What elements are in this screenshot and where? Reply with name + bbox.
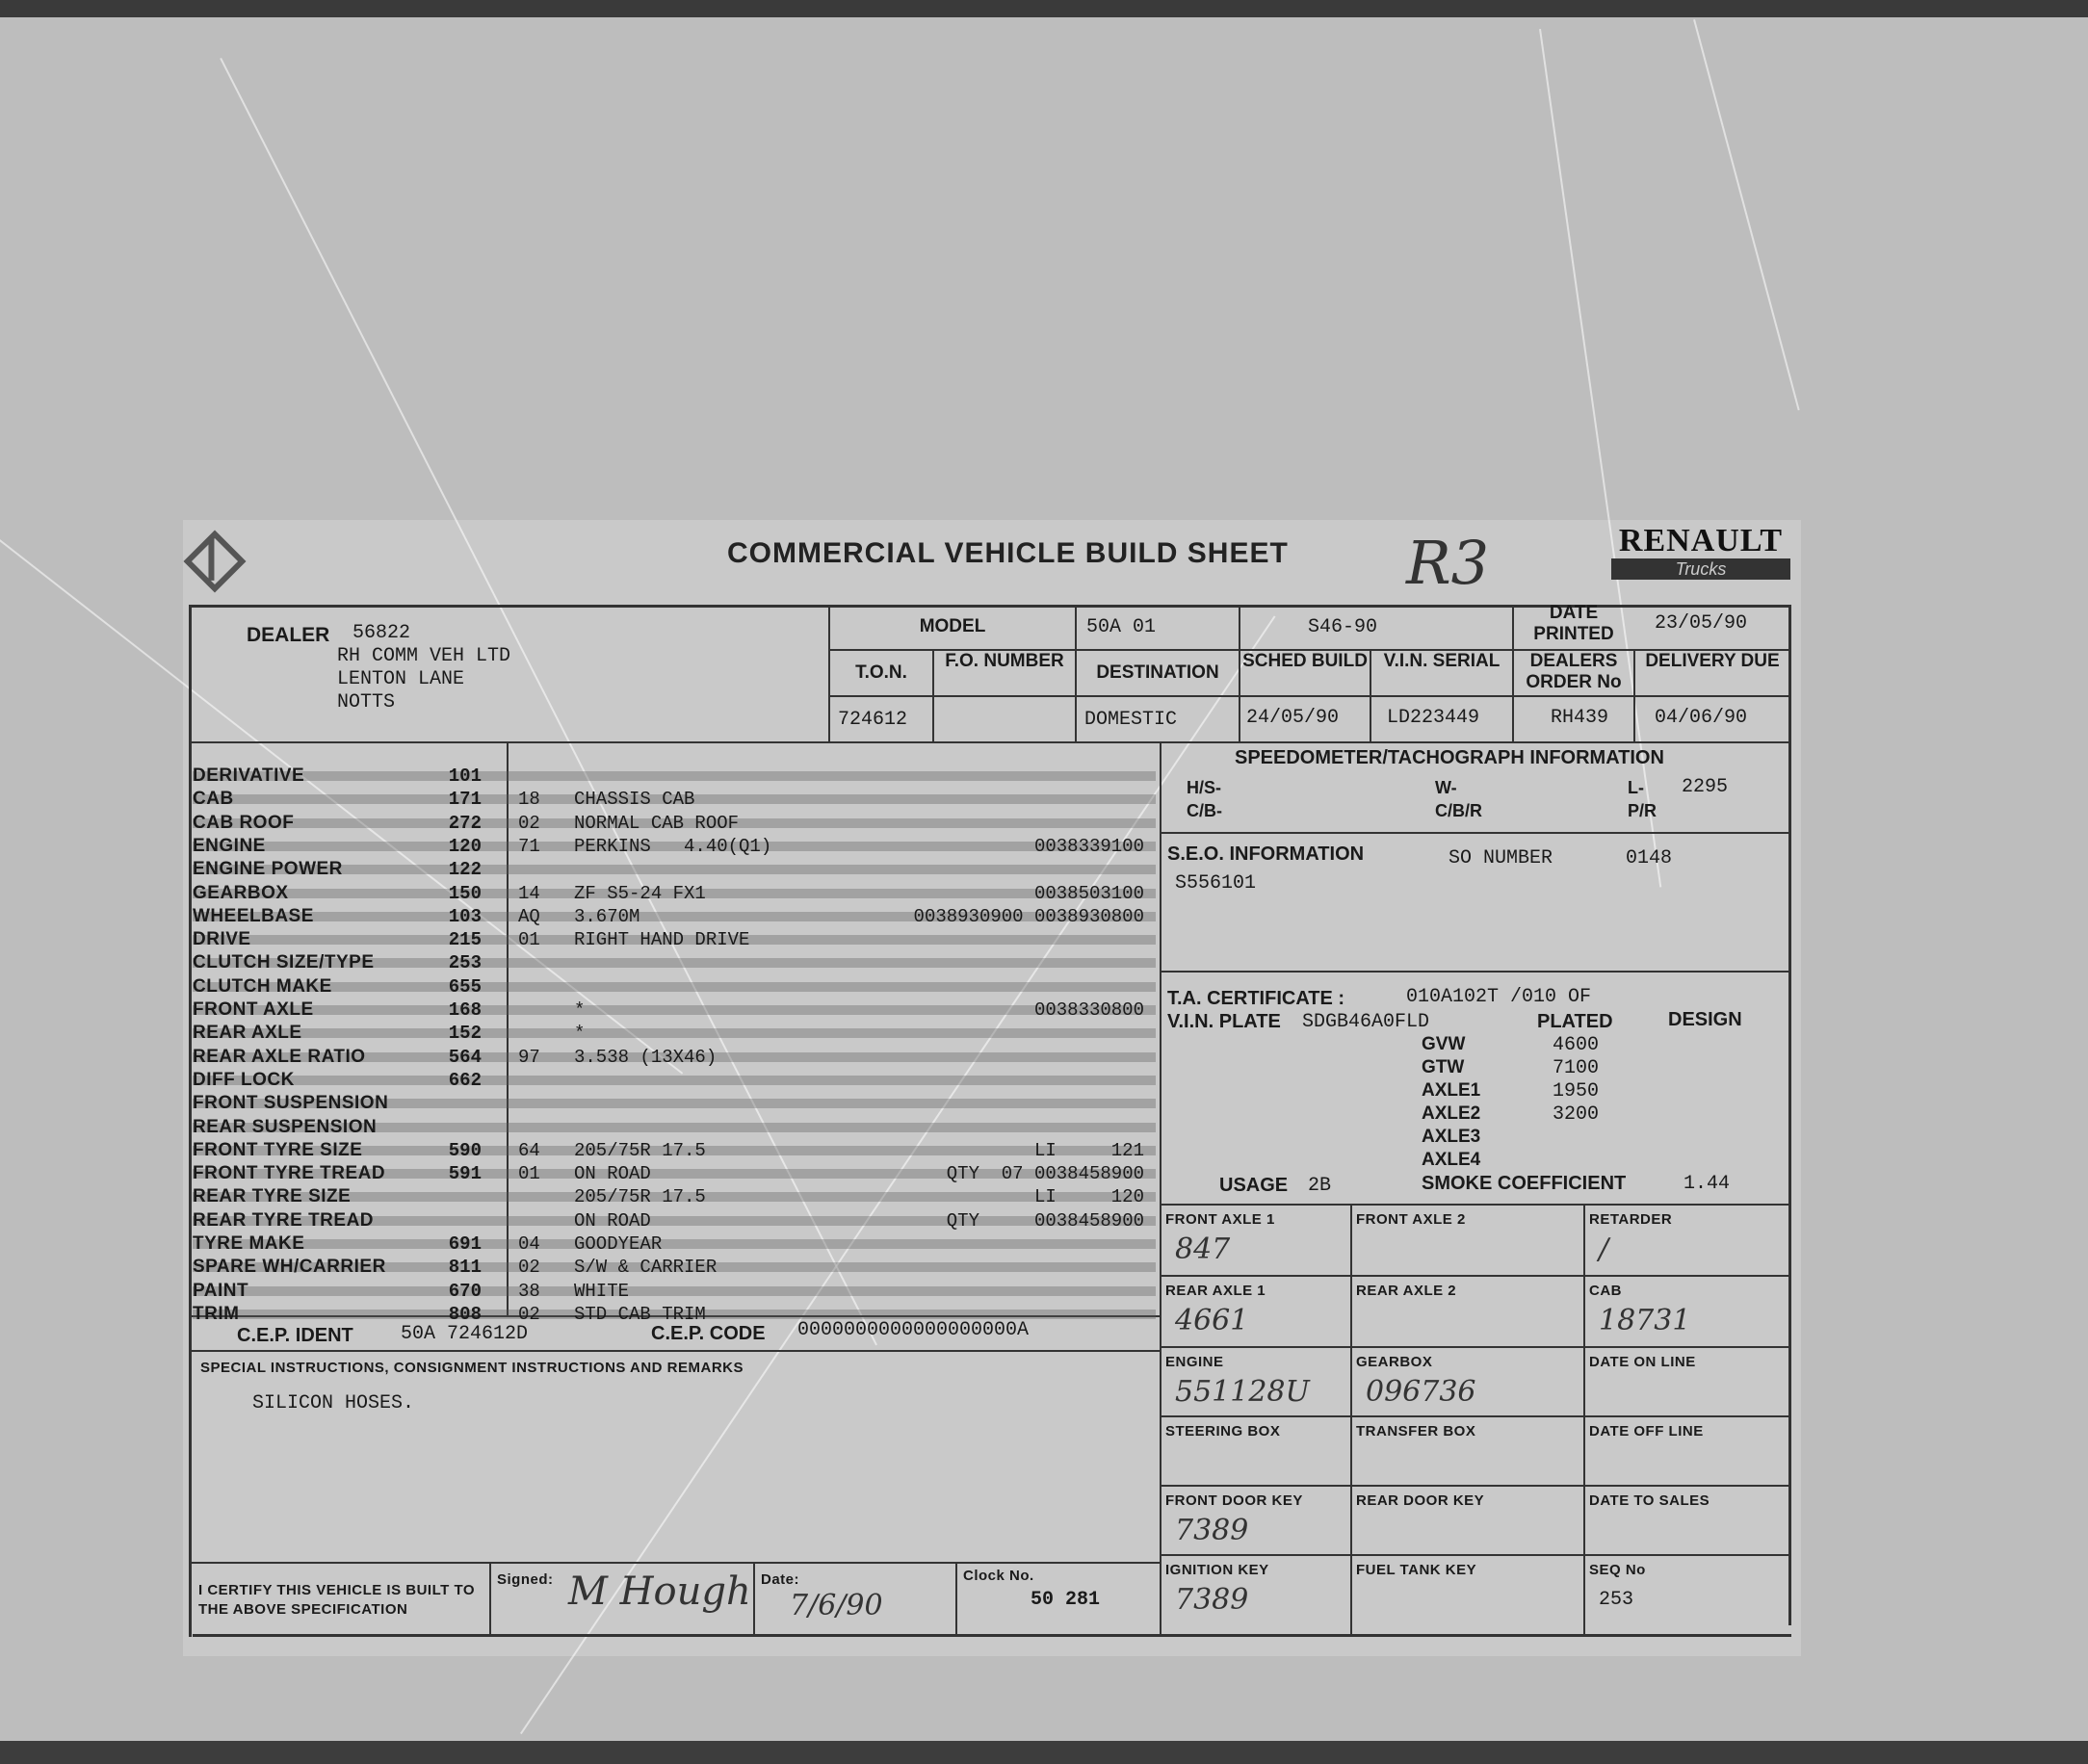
- box-label: DATE ON LINE: [1589, 1354, 1696, 1370]
- row-stripe: [193, 1286, 1156, 1296]
- grid-line: [1788, 605, 1791, 1625]
- option-part-number: LI 120: [1033, 1186, 1144, 1208]
- option-label: REAR AXLE: [193, 1023, 302, 1044]
- box-label: STEERING BOX: [1165, 1423, 1281, 1440]
- option-label: ENGINE POWER: [193, 859, 343, 880]
- vin-plate-label: V.I.N. PLATE: [1167, 1011, 1281, 1032]
- speedo-hs-label: H/S-: [1187, 778, 1221, 797]
- speedo-l-label: L-: [1628, 778, 1644, 797]
- option-code: 655: [448, 975, 482, 998]
- option-part-number: 0038330800: [1033, 999, 1144, 1021]
- option-description: ON ROAD: [574, 1163, 651, 1185]
- brand-logo: [1611, 524, 1790, 584]
- signed-label: Signed:: [497, 1571, 554, 1588]
- option-label: SPARE WH/CARRIER: [193, 1257, 386, 1278]
- option-sub-code: 14: [518, 882, 540, 904]
- top-border: [0, 0, 2088, 17]
- box-label: DATE OFF LINE: [1589, 1423, 1704, 1440]
- dealers-order-value: RH439: [1551, 707, 1609, 729]
- grid-line: [189, 1562, 1161, 1564]
- dealers-order-label: DEALERS ORDER No: [1526, 651, 1622, 692]
- grid-line: [1161, 1346, 1791, 1348]
- option-description: RIGHT HAND DRIVE: [574, 929, 750, 951]
- option-label: FRONT SUSPENSION: [193, 1093, 389, 1114]
- ta-weight-label: AXLE3: [1422, 1127, 1481, 1147]
- box-label: FUEL TANK KEY: [1356, 1562, 1477, 1578]
- option-code: 120: [448, 835, 482, 857]
- option-part-number: LI 121: [1033, 1139, 1144, 1161]
- option-code: 103: [448, 905, 482, 927]
- date-printed-label: DATE PRINTED: [1533, 603, 1614, 644]
- option-label: PAINT: [193, 1280, 249, 1301]
- grid-line: [1583, 1204, 1585, 1637]
- cep-code-value: 0000000000000000000A: [797, 1319, 1030, 1341]
- row-stripe: [193, 1028, 1156, 1038]
- box-label: TRANSFER BOX: [1356, 1423, 1476, 1440]
- usage-value: 2B: [1308, 1175, 1332, 1197]
- brand-name: RENAULT: [1618, 523, 1784, 558]
- box-value: 4661: [1175, 1304, 1249, 1337]
- date-label: Date:: [761, 1571, 800, 1588]
- box-label: GEARBOX: [1356, 1354, 1433, 1370]
- smoke-coefficient-label: SMOKE COEFFICIENT: [1422, 1173, 1627, 1194]
- grid-line: [828, 695, 1791, 697]
- speedo-cb-label: C/B-: [1187, 801, 1222, 820]
- grid-line: [955, 1562, 957, 1637]
- cep-code-label: C.E.P. CODE: [651, 1323, 766, 1344]
- so-number-label: SO NUMBER: [1449, 847, 1553, 869]
- option-code: 591: [448, 1163, 482, 1185]
- option-label: FRONT AXLE: [193, 999, 314, 1020]
- box-label: FRONT DOOR KEY: [1165, 1492, 1303, 1509]
- row-stripe: [193, 1076, 1156, 1085]
- option-code: 564: [448, 1046, 482, 1068]
- seo-value: S556101: [1175, 872, 1257, 895]
- box-value: /: [1599, 1232, 1609, 1266]
- speedo-title: SPEEDOMETER/TACHOGRAPH INFORMATION: [1235, 747, 1664, 768]
- box-value: 847: [1175, 1232, 1231, 1266]
- option-label: CLUTCH SIZE/TYPE: [193, 952, 375, 973]
- option-description: 3.538 (13X46): [574, 1046, 718, 1068]
- row-stripe: [193, 1239, 1156, 1249]
- box-label: DATE TO SALES: [1589, 1492, 1710, 1509]
- grid-line: [193, 1634, 1791, 1637]
- ta-weight-label: AXLE2: [1422, 1103, 1481, 1124]
- box-label: IGNITION KEY: [1165, 1562, 1269, 1578]
- option-label: DRIVE: [193, 929, 251, 950]
- grid-line: [1161, 832, 1791, 834]
- speedo-w-label: W-: [1435, 778, 1457, 797]
- option-label: GEARBOX: [193, 882, 289, 903]
- option-label: DIFF LOCK: [193, 1069, 295, 1090]
- ta-weight-value: 7100: [1553, 1057, 1600, 1079]
- option-code: 101: [448, 765, 482, 787]
- delivery-due-label: DELIVERY DUE: [1645, 651, 1780, 671]
- option-label: TYRE MAKE: [193, 1233, 305, 1254]
- ta-certificate-value: 010A102T /010 OF: [1406, 986, 1592, 1008]
- grid-line: [1239, 605, 1240, 741]
- option-code: 808: [448, 1303, 482, 1325]
- option-sub-code: 38: [518, 1280, 540, 1302]
- box-value: 18731: [1599, 1304, 1691, 1337]
- dealer-name: RH COMM VEH LTD: [337, 645, 511, 667]
- option-sub-code: 01: [518, 929, 540, 951]
- option-code: 152: [448, 1023, 482, 1045]
- option-sub-code: 04: [518, 1233, 540, 1255]
- option-sub-code: 64: [518, 1139, 540, 1161]
- bottom-border: [0, 1741, 2088, 1764]
- option-sub-code: 02: [518, 1303, 540, 1325]
- dealer-address-line: NOTTS: [337, 691, 396, 713]
- option-sub-code: 01: [518, 1163, 540, 1185]
- option-part-number: 0038503100: [1033, 882, 1144, 904]
- ta-weight-value: 3200: [1553, 1103, 1600, 1126]
- option-description: 205/75R 17.5: [574, 1186, 706, 1208]
- option-label: FRONT TYRE SIZE: [193, 1139, 363, 1160]
- option-label: DERIVATIVE: [193, 765, 305, 786]
- option-label: CAB: [193, 789, 234, 810]
- dealer-number: 56822: [352, 622, 411, 644]
- cep-ident-label: C.E.P. IDENT: [237, 1325, 353, 1346]
- option-part-number: 0038339100: [1033, 835, 1144, 857]
- box-value: 7389: [1175, 1583, 1249, 1617]
- clock-number-label: Clock No.: [963, 1568, 1034, 1584]
- grid-line: [1350, 1204, 1352, 1637]
- certify-statement: I CERTIFY THIS VEHICLE IS BUILT TO THE ABOVE SPECIFICATION: [198, 1582, 476, 1618]
- option-label: REAR TYRE TREAD: [193, 1209, 375, 1231]
- option-code: 253: [448, 952, 482, 974]
- option-part-number: QTY 0038458900: [946, 1209, 1144, 1232]
- option-description: NORMAL CAB ROOF: [574, 812, 740, 834]
- brand-sub: Trucks: [1611, 558, 1790, 580]
- grid-line: [189, 605, 192, 1637]
- ta-weight-label: GVW: [1422, 1034, 1466, 1054]
- option-description: ON ROAD: [574, 1209, 651, 1232]
- design-label: DESIGN: [1668, 1009, 1742, 1030]
- option-code: 171: [448, 789, 482, 811]
- option-label: REAR TYRE SIZE: [193, 1186, 352, 1207]
- box-label: FRONT AXLE 1: [1165, 1211, 1275, 1228]
- speedo-l-value: 2295: [1682, 776, 1729, 798]
- option-description: *: [574, 1023, 586, 1045]
- option-code: 590: [448, 1139, 482, 1161]
- option-code: 122: [448, 859, 482, 881]
- destination-label: DESTINATION: [1096, 662, 1219, 683]
- delivery-due-value: 04/06/90: [1655, 707, 1748, 729]
- option-sub-code: 97: [518, 1046, 540, 1068]
- usage-label: USAGE: [1219, 1175, 1289, 1196]
- fo-number-label: F.O. NUMBER: [945, 651, 1064, 671]
- certify-date: 7/6/90: [790, 1589, 883, 1622]
- scratch-line: [1693, 19, 1800, 410]
- option-code: 691: [448, 1233, 482, 1255]
- vin-serial-label: V.I.N. SERIAL: [1383, 651, 1501, 671]
- ton-value: 724612: [838, 709, 908, 731]
- destination-value: DOMESTIC: [1084, 709, 1178, 731]
- option-sub-code: AQ: [518, 905, 540, 927]
- grid-line: [1161, 1554, 1791, 1556]
- grid-line: [1161, 1415, 1791, 1417]
- sched-build-value: 24/05/90: [1246, 707, 1340, 729]
- ta-weight-label: AXLE1: [1422, 1080, 1481, 1101]
- option-label: REAR SUSPENSION: [193, 1116, 378, 1137]
- box-label: SEQ No: [1589, 1562, 1646, 1578]
- box-label: RETARDER: [1589, 1211, 1673, 1228]
- option-code: 811: [448, 1257, 482, 1279]
- option-sub-code: 02: [518, 1257, 540, 1279]
- box-label: REAR DOOR KEY: [1356, 1492, 1485, 1509]
- option-description: PERKINS 4.40(Q1): [574, 835, 772, 857]
- option-description: GOODYEAR: [574, 1233, 663, 1255]
- row-stripe: [193, 982, 1156, 992]
- signature: M Hough: [568, 1569, 751, 1614]
- grid-line: [1160, 743, 1161, 1637]
- option-description: WHITE: [574, 1280, 630, 1302]
- box-label: FRONT AXLE 2: [1356, 1211, 1466, 1228]
- grid-line: [189, 1350, 1161, 1352]
- box-value: 551128U: [1175, 1375, 1310, 1409]
- special-instructions-text: SILICON HOSES.: [252, 1392, 415, 1414]
- grid-line: [1161, 1275, 1791, 1277]
- speedo-cbr-label: C/B/R: [1435, 801, 1482, 820]
- grid-line: [1161, 1485, 1791, 1487]
- ta-weight-label: GTW: [1422, 1057, 1465, 1077]
- sched-build-label: SCHED BUILD: [1242, 651, 1368, 671]
- speedo-pr-label: P/R: [1628, 801, 1657, 820]
- ta-weight-label: AXLE4: [1422, 1150, 1481, 1170]
- plated-label: PLATED: [1537, 1011, 1613, 1032]
- grid-line: [753, 1562, 755, 1637]
- grid-line: [1161, 1204, 1791, 1206]
- option-description: S/W & CARRIER: [574, 1257, 718, 1279]
- option-label: REAR AXLE RATIO: [193, 1046, 366, 1067]
- vin-plate-value: SDGB46A0FLD: [1302, 1011, 1430, 1033]
- date-printed: 23/05/90: [1655, 612, 1748, 635]
- option-sub-code: 18: [518, 789, 540, 811]
- document-title: COMMERCIAL VEHICLE BUILD SHEET: [727, 537, 1289, 569]
- option-description: STD CAB TRIM: [574, 1303, 706, 1325]
- option-part-number: 0038930900 0038930800: [913, 905, 1144, 927]
- box-label: ENGINE: [1165, 1354, 1224, 1370]
- dealer-address-line: LENTON LANE: [337, 668, 465, 690]
- clock-number: 50 281: [1031, 1589, 1101, 1611]
- grid-line: [489, 1562, 491, 1637]
- ta-certificate-label: T.A. CERTIFICATE :: [1167, 988, 1345, 1009]
- special-instructions-label: SPECIAL INSTRUCTIONS, CONSIGNMENT INSTRUCTIONS AND REMARKS: [200, 1360, 744, 1376]
- ta-weight-value: 1950: [1553, 1080, 1600, 1102]
- ton-label: T.O.N.: [855, 662, 907, 683]
- box-label: REAR AXLE 2: [1356, 1283, 1457, 1299]
- so-number-value: 0148: [1626, 847, 1673, 869]
- box-value: 096736: [1366, 1375, 1476, 1409]
- option-part-number: QTY 07 0038458900: [946, 1163, 1144, 1185]
- option-label: ENGINE: [193, 835, 266, 856]
- model-label: MODEL: [919, 616, 986, 636]
- option-sub-code: 71: [518, 835, 540, 857]
- option-description: *: [574, 999, 586, 1021]
- model-code: S46-90: [1308, 616, 1378, 638]
- option-code: 150: [448, 882, 482, 904]
- box-label: REAR AXLE 1: [1165, 1283, 1266, 1299]
- ta-weight-value: 4600: [1553, 1034, 1600, 1056]
- option-description: ZF S5-24 FX1: [574, 882, 706, 904]
- option-sub-code: 02: [518, 812, 540, 834]
- model-value: 50A 01: [1086, 616, 1157, 638]
- option-label: TRIM: [193, 1303, 240, 1324]
- option-label: CLUTCH MAKE: [193, 975, 332, 997]
- option-code: 670: [448, 1280, 482, 1302]
- option-code: 662: [448, 1069, 482, 1091]
- dealer-label: DEALER: [247, 624, 330, 646]
- row-stripe: [193, 771, 1156, 781]
- option-code: 215: [448, 929, 482, 951]
- grid-line: [1161, 971, 1791, 973]
- box-value: 7389: [1175, 1514, 1249, 1547]
- option-description: 3.670M: [574, 905, 640, 927]
- option-code: 168: [448, 999, 482, 1021]
- handwritten-reference: R3: [1406, 528, 1490, 598]
- option-description: 205/75R 17.5: [574, 1139, 706, 1161]
- box-label: CAB: [1589, 1283, 1622, 1299]
- box-value: 253: [1599, 1589, 1634, 1611]
- option-description: CHASSIS CAB: [574, 789, 695, 811]
- grid-line: [189, 741, 1791, 743]
- seo-label: S.E.O. INFORMATION: [1167, 843, 1365, 865]
- cep-ident-value: 50A 724612D: [401, 1323, 529, 1345]
- option-code: 272: [448, 812, 482, 834]
- option-label: WHEELBASE: [193, 905, 314, 926]
- option-label: FRONT TYRE TREAD: [193, 1163, 386, 1184]
- vin-serial-value: LD223449: [1387, 707, 1480, 729]
- smoke-coefficient-value: 1.44: [1683, 1173, 1731, 1195]
- option-label: CAB ROOF: [193, 812, 295, 833]
